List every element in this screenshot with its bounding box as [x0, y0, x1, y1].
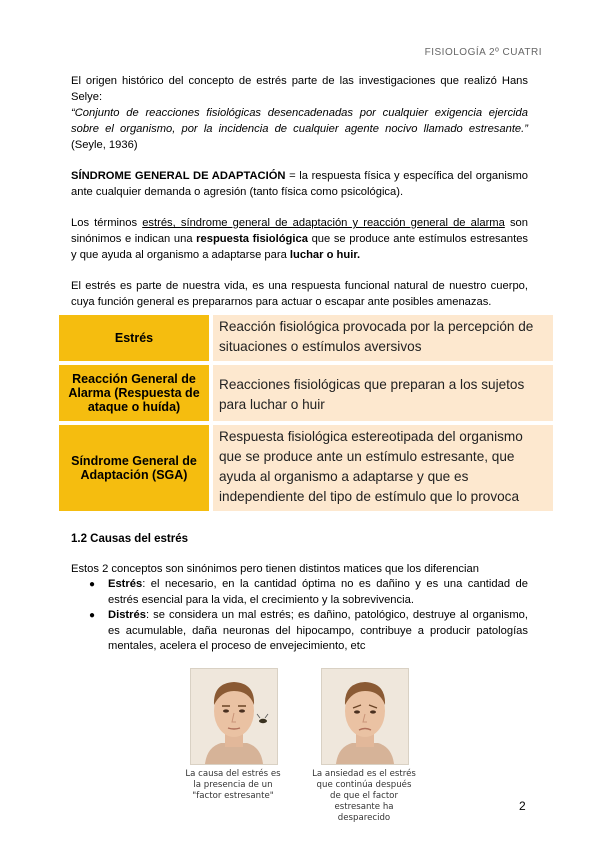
- terms-text-1: Los términos: [71, 217, 143, 229]
- terms-paragraph: [71, 215, 528, 263]
- terms-text-2: son sinónimos e indican una: [71, 217, 529, 245]
- bullet-icon: ●: [89, 610, 96, 621]
- table-row: [59, 425, 553, 511]
- worried-face-illustration: [321, 668, 409, 765]
- sga-definition: [71, 168, 528, 200]
- bullet-icon: ●: [89, 579, 96, 590]
- intro-paragraph: [71, 73, 528, 153]
- life-paragraph: El estrés es parte de nuestra vida, es una respuesta funcional natural de nuestro cuerpo, cuya función general es prepararnos para actuar o escapar ante posibles amenazas.: [71, 280, 528, 308]
- causes-section: [71, 562, 528, 655]
- figure-caption: La causa del estrés es la presencia de un "factor estresante": [185, 769, 281, 801]
- selye-quote: “Conjunto de reacciones fisiológicas desencadenadas por cualquier exigencia ejercida sobre el organismo, por la incidencia de cualquier agente nocivo llamado estresante.”: [71, 107, 528, 135]
- page-number: 2: [519, 799, 526, 813]
- table-definition: Reacciones fisiológicas que preparan a los sujetos para luchar o huir: [213, 365, 553, 421]
- bullet-text: : el necesario, en la cantidad óptima no es dañino y es una cantidad de estrés esencial para la vida, el crecimiento y la sobrevivencia.: [108, 578, 528, 606]
- bullet-term: Estrés: [108, 578, 143, 590]
- figure-stress-cause: [182, 668, 284, 802]
- list-item: [71, 577, 528, 608]
- causes-list: [71, 577, 528, 655]
- calm-face-illustration: [190, 668, 278, 765]
- terms-text-3: que se produce ante estímulos estresantes y que ayuda al organismo a adaptarse para: [71, 233, 529, 261]
- terms-bold-1: respuesta fisiológica: [196, 233, 308, 245]
- table-term: Reacción General de Alarma (Respuesta de ataque o huída): [59, 365, 209, 421]
- sga-text: = la respuesta física y específica del organismo ante cualquier demanda o agresión (tanto física como psicológica).: [71, 170, 528, 198]
- intro-section: [71, 73, 528, 310]
- table-definition: Reacción fisiológica provocada por la percepción de situaciones o estímulos aversivos: [213, 315, 553, 361]
- page-header: FISIOLOGÍA 2º CUATRI: [424, 47, 542, 58]
- table-term: Estrés: [59, 315, 209, 361]
- bullet-text: : se considera un mal estrés; es dañino, patológico, destruye al organismo, es acumulable, daña neuronas del hipocampo, contribuye a producir patologías mentales, acelera el proceso de envejecimiento, etc: [108, 609, 528, 652]
- list-item: [71, 608, 528, 655]
- table-row: [59, 365, 553, 421]
- table-term: Síndrome General de Adaptación (SGA): [59, 425, 209, 511]
- terms-underlined: estrés, síndrome general de adaptación y reacción general de alarma: [142, 217, 505, 229]
- figure-caption: La ansiedad es el estrés que continúa después de que el factor estresante ha desparecido: [312, 769, 416, 823]
- figure-anxiety: [310, 668, 418, 824]
- causes-intro: Estos 2 conceptos son sinónimos pero tienen distintos matices que los diferencian: [71, 563, 479, 575]
- terms-bold-2: luchar o huir.: [289, 249, 361, 261]
- intro-line: El origen histórico del concepto de estrés parte de las investigaciones que realizó Hans Selye:: [71, 75, 528, 103]
- bullet-term: Distrés: [108, 609, 146, 621]
- quote-citation: (Seyle, 1936): [71, 139, 138, 151]
- definitions-table: [59, 311, 553, 515]
- section-title: 1.2 Causas del estrés: [71, 533, 188, 545]
- table-definition: Respuesta fisiológica estereotipada del organismo que se produce ante un estímulo estresante, que ayuda al organismo a adaptarse y que es independiente del tipo de estímulo que lo provoca: [213, 425, 553, 511]
- sga-term: SÍNDROME GENERAL DE ADAPTACIÓN: [71, 170, 286, 182]
- table-row: [59, 315, 553, 361]
